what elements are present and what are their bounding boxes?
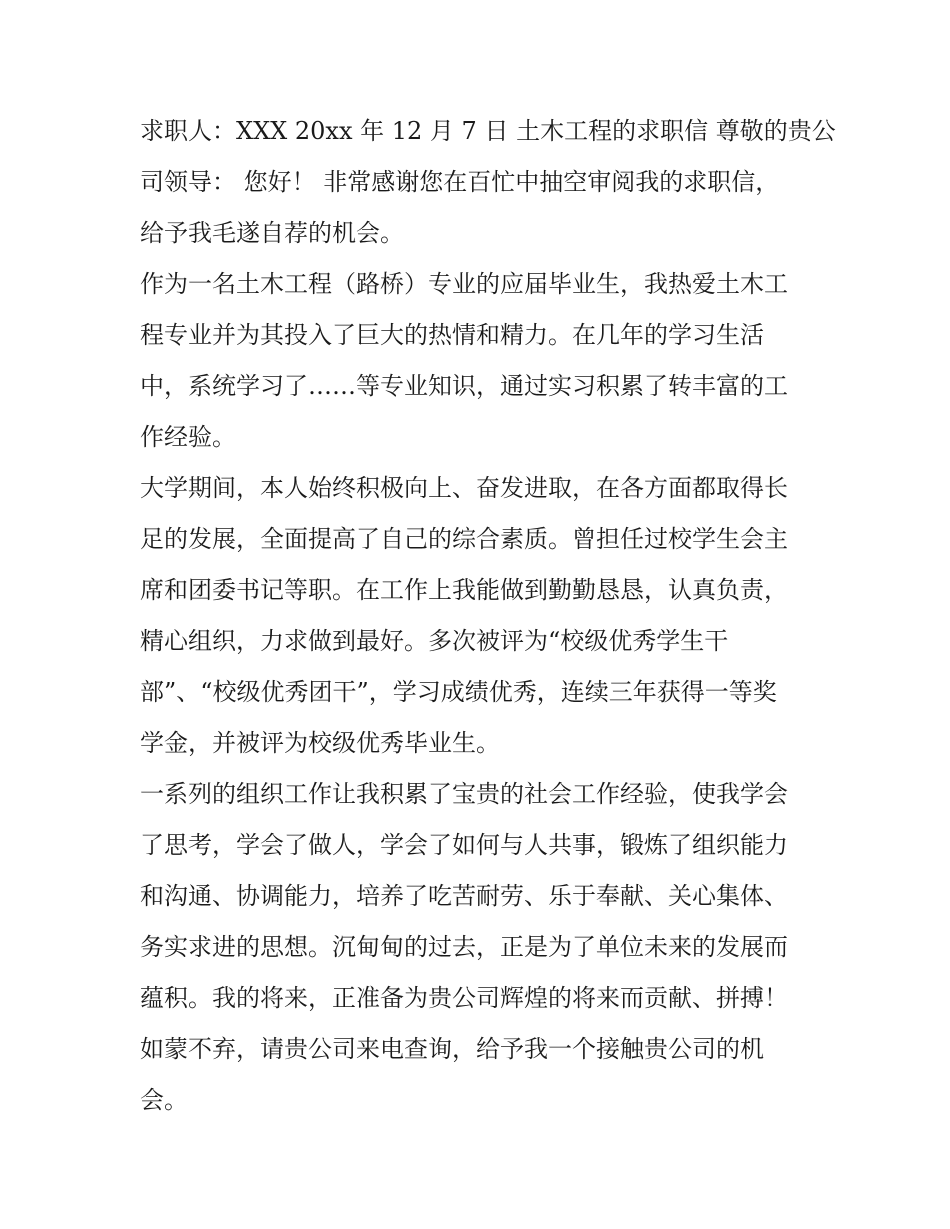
text-line: 席和团委书记等职。在工作上我能做到勤勤恳恳，认真负责， <box>140 576 788 604</box>
letter-body <box>140 106 836 1126</box>
text-line: 给予我毛遂自荐的机会。 <box>140 219 404 247</box>
text-line: 作为一名土木工程（路桥）专业的应届毕业生，我热爱土木工 <box>140 270 788 298</box>
text-line: 务实求进的思想。沉甸甸的过去，正是为了单位未来的发展而 <box>140 933 788 961</box>
text-line: 作经验。 <box>140 423 236 451</box>
text-line: 蕴积。我的将来，正准备为贵公司辉煌的将来而贡献、拼搏！ <box>140 984 788 1012</box>
text-line: 会。 <box>140 1086 188 1114</box>
text-line: 如蒙不弃，请贵公司来电查询，给予我一个接触贵公司的机 <box>140 1035 764 1063</box>
text-line: 了思考，学会了做人，学会了如何与人共事，锻炼了组织能力 <box>140 831 788 859</box>
text-line: 精心组织，力求做到最好。多次被评为“校级优秀学生干 <box>140 627 729 655</box>
text-line: 一系列的组织工作让我积累了宝贵的社会工作经验，使我学会 <box>140 780 788 808</box>
text-line: 足的发展，全面提高了自己的综合素质。曾担任过校学生会主 <box>140 525 788 553</box>
text-line: 大学期间，本人始终积极向上、奋发进取，在各方面都取得长 <box>140 474 788 502</box>
text-line: 司领导： 您好！ 非常感谢您在百忙中抽空审阅我的求职信， <box>140 168 780 196</box>
text-line: 求职人：XXX 20xx 年 12 月 7 日 土木工程的求职信 尊敬的贵公 <box>140 117 836 145</box>
text-line: 和沟通、协调能力，培养了吃苦耐劳、乐于奉献、关心集体、 <box>140 882 788 910</box>
text-line: 学金，并被评为校级优秀毕业生。 <box>140 729 500 757</box>
text-line: 部”、“校级优秀团干”，学习成绩优秀，连续三年获得一等奖 <box>140 678 777 706</box>
text-line: 中，系统学习了……等专业知识，通过实习积累了转丰富的工 <box>140 372 788 400</box>
text-line: 程专业并为其投入了巨大的热情和精力。在几年的学习生活 <box>140 321 764 349</box>
